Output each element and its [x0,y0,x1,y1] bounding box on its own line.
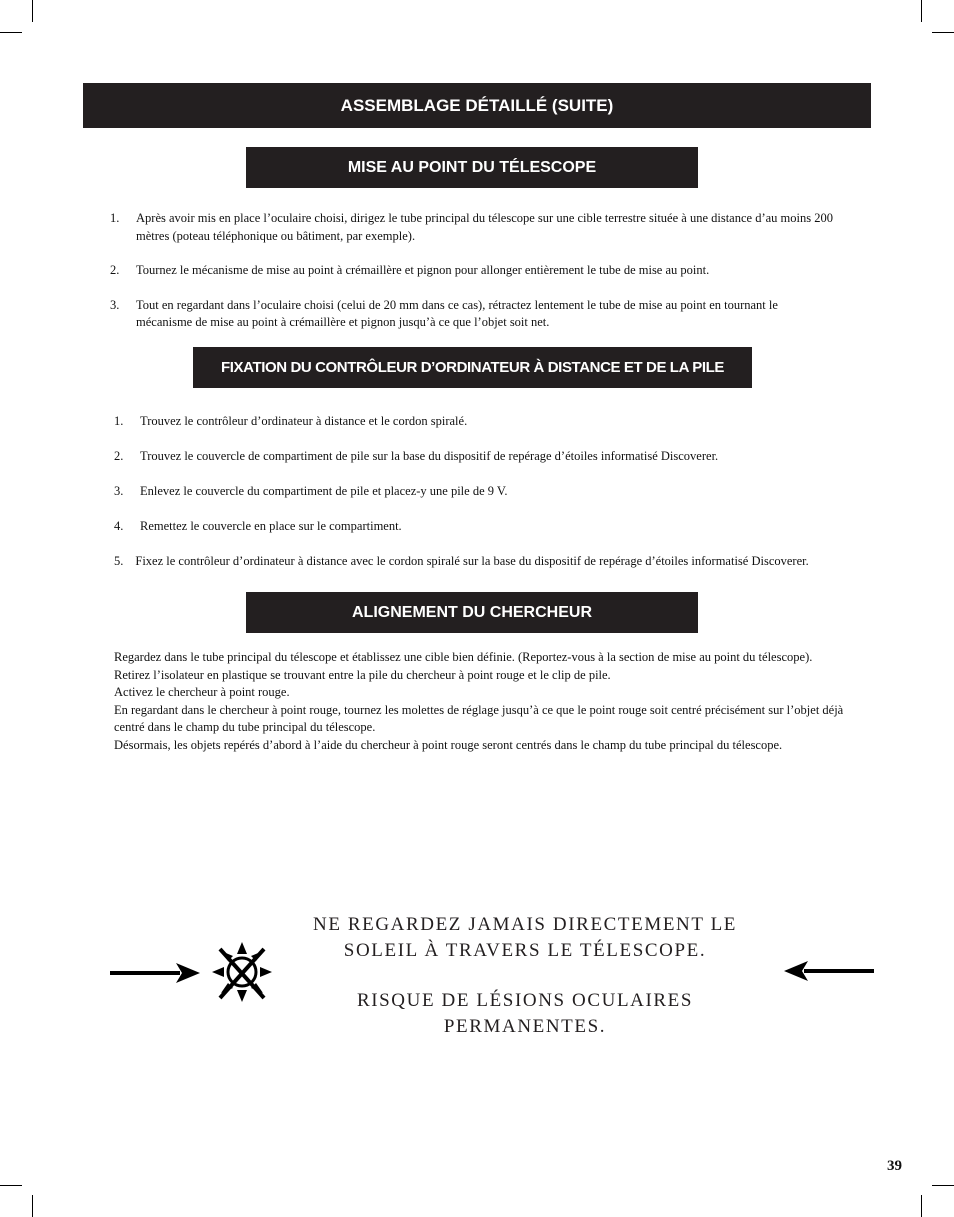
left-arrow-icon [782,959,874,983]
crop-mark [932,1185,954,1186]
warning-line: NE REGARDEZ JAMAIS DIRECTEMENT LE SOLEIL À TRAVERS LE TÉLESCOPE. [313,914,737,961]
step-number: 3. [114,484,124,498]
alignment-instructions [114,649,854,754]
step-number: 4. [114,519,124,533]
list-item [110,297,835,332]
list-item [114,483,814,501]
crop-mark [0,32,22,33]
step-text: Après avoir mis en place l’oculaire choisi, dirigez le tube principal du télescope sur une cible terrestre située à une distance d’au moins 200 mètres (poteau téléphonique ou bâtiment, par exemple). [136,211,833,243]
step-text: Tout en regardant dans l’oculaire choisi (celui de 20 mm dans ce cas), rétractez lentement le tube de mise au point en tournant le mécanisme de mise au point à crémaillère et pignon jusqu’à ce que l’objet soit net. [136,297,778,329]
list-item [114,448,814,466]
page-number: 39 [887,1158,902,1174]
crop-mark [921,0,922,22]
crop-mark [32,1195,33,1217]
step-text: Trouvez le couvercle de compartiment de pile sur la base du dispositif de repérage d’étoiles informatisé Discoverer. [140,449,719,463]
step-number: 2. [110,263,120,277]
crop-mark [0,1185,22,1186]
battery-steps-list [114,413,814,588]
step-number: 2. [114,449,124,463]
no-sun-viewing-icon [212,940,272,1004]
list-item [114,518,814,536]
paragraph-line: Regardez dans le tube principal du télescope et établissez une cible bien définie. (Reportez-vous à la section de mise au point du télescope). [114,650,813,664]
list-item [110,210,835,245]
crop-mark [921,1195,922,1217]
step-number: 1. [110,211,120,225]
paragraph-line: Retirez l’isolateur en plastique se trouvant entre la pile du chercheur à point rouge et le clip de pile. [114,667,611,682]
focus-section-heading: MISE AU POINT DU TÉLESCOPE [246,147,698,188]
step-text: Tournez le mécanisme de mise au point à crémaillère et pignon pour allonger entièrement le tube de mise au point. [136,263,710,277]
step-number: 5. [114,554,124,568]
battery-section-heading: FIXATION DU CONTRÔLEUR D’ORDINATEUR À DISTANCE ET DE LA PILE [193,347,752,388]
warning-line: RISQUE DE LÉSIONS OCULAIRES PERMANENTES. [356,990,694,1037]
focus-steps-list [110,210,835,349]
step-text: Remettez le couvercle en place sur le compartiment. [140,519,402,533]
paragraph-line: Désormais, les objets repérés d’abord à l’aide du chercheur à point rouge seront centrés dans le champ du tube principal du télescope. [114,737,783,752]
alignment-section-heading: ALIGNEMENT DU CHERCHEUR [246,592,698,633]
step-text: Enlevez le couvercle du compartiment de pile et placez-y une pile de 9 V. [140,484,508,498]
step-number: 1. [114,414,124,428]
right-arrow-icon [110,961,202,985]
step-number: 3. [110,297,120,312]
step-text: Trouvez le contrôleur d’ordinateur à distance et le cordon spiralé. [140,414,468,428]
sun-warning [285,912,765,1040]
crop-mark [932,32,954,33]
list-item [110,262,835,280]
paragraph-line: En regardant dans le chercheur à point rouge, tournez les molettes de réglage jusqu’à ce que le point rouge soit centré précisément sur l’objet déjà centré dans le champ du tube principal du télescope. [114,702,844,734]
main-heading: ASSEMBLAGE DÉTAILLÉ (SUITE) [83,83,871,128]
paragraph-line: Activez le chercheur à point rouge. [114,685,290,699]
list-item [114,553,814,571]
list-item [114,413,814,431]
crop-mark [32,0,33,22]
step-text: Fixez le contrôleur d’ordinateur à distance avec le cordon spiralé sur la base du dispositif de repérage d’étoiles informatisé Discoverer. [135,554,809,568]
